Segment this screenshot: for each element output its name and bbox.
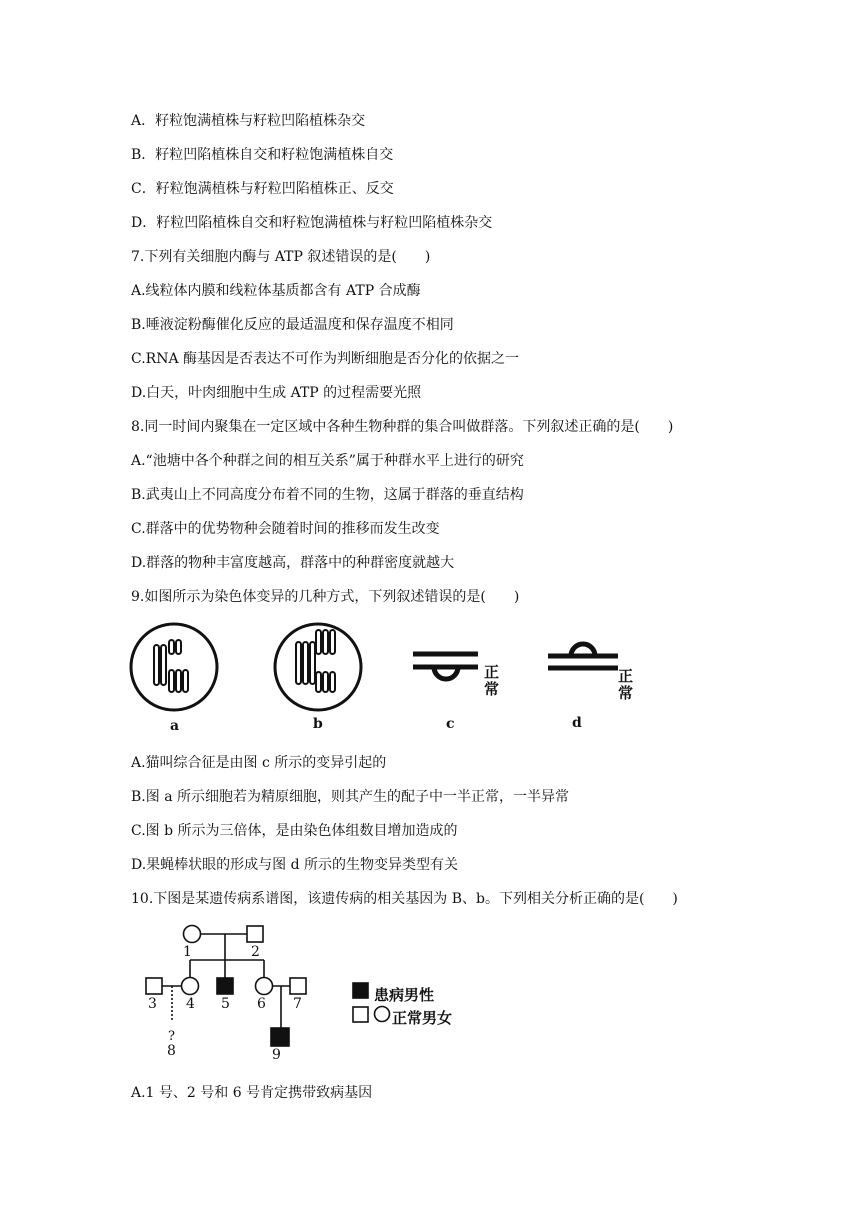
individual-3 — [146, 978, 162, 994]
figure-label-b: b — [313, 716, 323, 732]
option-d-q9: D.果蝇棒状眼的形成与图 d 所示的生物变异类型有关 — [131, 857, 459, 873]
question-8: 8.同一时间内聚集在一定区域中各种生物种群的集合叫做群落。下列叙述正确的是( ) — [131, 419, 674, 435]
option-b-q6: B．籽粒凹陷植株自交和籽粒饱满植株自交 — [131, 147, 394, 163]
legend-normal-label: 正常男女 — [392, 1009, 453, 1027]
figure-label-d: d — [572, 715, 582, 731]
option-c-q9: C.图 b 所示为三倍体，是由染色体组数目增加造成的 — [131, 823, 458, 839]
pedigree-number-4: 4 — [186, 996, 195, 1012]
cell-a-outline — [131, 624, 217, 710]
individual-7 — [290, 978, 306, 994]
legend-affected-male-symbol — [353, 983, 368, 998]
pedigree-number-6: 6 — [257, 996, 266, 1012]
option-d-q6: D．籽粒凹陷植株自交和籽粒饱满植株与籽粒凹陷植株杂交 — [131, 215, 493, 231]
pedigree-number-7: 7 — [293, 996, 302, 1012]
normal-label-d: 正常 — [618, 667, 634, 702]
individual-4 — [182, 978, 199, 995]
cell-a-chromosomes — [154, 640, 188, 692]
question-9: 9.如图所示为染色体变异的几种方式，下列叙述错误的是( ) — [131, 589, 520, 605]
figure-label-c: c — [446, 716, 455, 732]
individual-5 — [217, 978, 233, 994]
option-a-q7: A.线粒体内膜和线粒体基质都含有 ATP 合成酶 — [131, 283, 421, 299]
diagram-d — [548, 644, 618, 668]
option-d-q8: D.群落的物种丰富度越高，群落中的种群密度就越大 — [131, 555, 455, 571]
pedigree-number-3: 3 — [148, 996, 157, 1012]
question-7: 7.下列有关细胞内酶与 ATP 叙述错误的是( ) — [131, 249, 431, 265]
option-a-q8: A.“池塘中各个种群之间的相互关系”属于种群水平上进行的研究 — [131, 453, 524, 469]
normal-label-c: 正常 — [484, 663, 500, 698]
option-d-q7: D.白天，叶肉细胞中生成 ATP 的过程需要光照 — [131, 385, 422, 401]
pedigree-number-9: 9 — [272, 1047, 281, 1063]
legend-normal-male-symbol — [353, 1007, 368, 1022]
option-c-q6: C．籽粒饱满植株与籽粒凹陷植株正、反交 — [131, 181, 394, 197]
legend-normal-female-symbol — [375, 1007, 390, 1022]
cell-b-chromosomes — [296, 630, 335, 692]
option-a-q6: A．籽粒饱满植株与籽粒凹陷植株杂交 — [131, 113, 366, 129]
option-a-q9: A.猫叫综合征是由图 c 所示的变异引起的 — [131, 755, 387, 771]
legend-affected-male-label: 患病男性 — [374, 986, 435, 1004]
pedigree-number-2: 2 — [251, 944, 260, 960]
diagram-c — [413, 654, 478, 679]
option-c-q7: C.RNA 酶基因是否表达不可作为判断细胞是否分化的依据之一 — [131, 351, 520, 367]
question-10: 10.下图是某遗传病系谱图，该遗传病的相关基因为 B、b。下列相关分析正确的是( ) — [131, 891, 678, 907]
chromosome-variation-figure — [128, 622, 668, 737]
figure-label-a: a — [170, 718, 180, 734]
individual-9 — [271, 1028, 289, 1046]
pedigree-number-5: 5 — [221, 996, 230, 1012]
option-b-q9: B.图 a 所示细胞若为精原细胞，则其产生的配子中一半正常，一半异常 — [131, 789, 569, 805]
pedigree-number-1: 1 — [183, 944, 192, 960]
pedigree-number-8: 8 — [167, 1043, 176, 1059]
option-b-q7: B.唾液淀粉酶催化反应的最适温度和保存温度不相同 — [131, 317, 454, 333]
individual-2 — [247, 926, 263, 942]
option-c-q8: C.群落中的优势物种会随着时间的推移而发生改变 — [131, 521, 440, 537]
individual-1 — [184, 926, 201, 943]
pedigree-question-mark: ? — [168, 1029, 175, 1044]
option-a-q10: A.1 号、2 号和 6 号肯定携带致病基因 — [131, 1085, 373, 1101]
individual-6 — [256, 978, 273, 995]
option-b-q8: B.武夷山上不同高度分布着不同的生物，这属于群落的垂直结构 — [131, 487, 524, 503]
cell-b-outline — [275, 624, 361, 710]
